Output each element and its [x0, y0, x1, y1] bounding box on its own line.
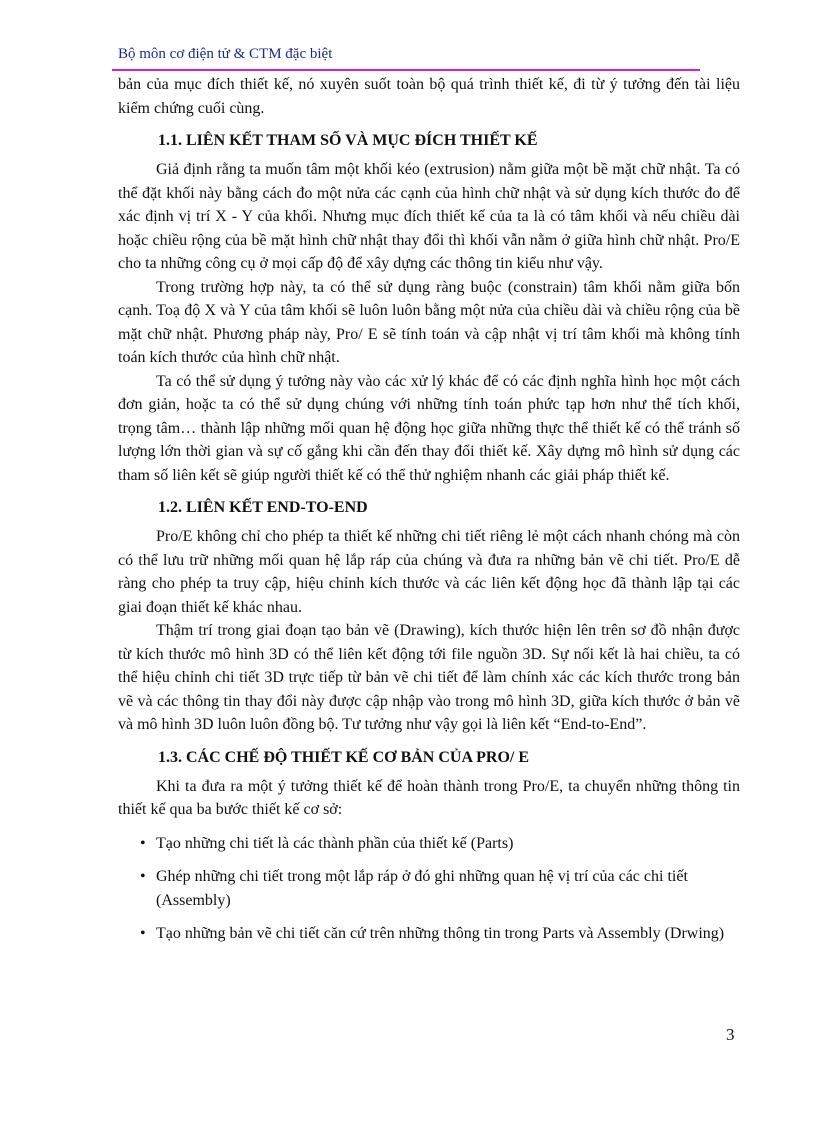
- bullet-list: [118, 832, 740, 946]
- paragraph: Khi ta đưa ra một ý tưởng thiết kế để hoàn thành trong Pro/E, ta chuyển những thông tin thiết kế qua ba bước thiết kế cơ sở:: [118, 777, 740, 818]
- bullet-icon: •: [140, 925, 146, 942]
- page-body: [118, 73, 740, 956]
- paragraph: Pro/E không chỉ cho phép ta thiết kế những chi tiết riêng lẻ một cách nhanh chóng mà còn có thể lưu trữ những mối quan hệ lắp ráp của chúng và đưa ra những bản vẽ chi tiết. Pro/E dễ ràng cho phép ta truy cập, hiệu chỉnh kích thước và các liên kết động học đã thành lập tại các giai đoạn thiết kế khác nhau.: [118, 528, 740, 616]
- bullet-icon: •: [140, 834, 146, 852]
- section-heading: 1.2. LIÊN KẾT END-TO-END: [158, 499, 368, 516]
- section-heading: 1.1. LIÊN KẾT THAM SỐ VÀ MỤC ĐÍCH THIẾT KẾ: [158, 132, 538, 149]
- running-header: Bộ môn cơ điện tử & CTM đặc biệt: [118, 46, 333, 62]
- list-item-text: Tạo những chi tiết là các thành phần của thiết kế (Parts): [156, 834, 514, 852]
- list-item-text: Tạo những bản vẽ chi tiết căn cứ trên những thông tin trong Parts và Assembly (Drwing): [156, 925, 725, 942]
- header-divider: [112, 69, 700, 71]
- intro-paragraph: bản của mục đích thiết kế, nó xuyên suốt toàn bộ quá trình thiết kế, đi từ ý tưởng đến tài liệu kiểm chứng cuối cùng.: [118, 76, 740, 117]
- section-heading: 1.3. CÁC CHẾ ĐỘ THIẾT KẾ CƠ BẢN CỦA PRO/ E: [158, 748, 530, 766]
- page-number: 3: [726, 1025, 735, 1044]
- bullet-icon: •: [140, 868, 146, 885]
- list-item: [118, 832, 740, 856]
- list-item: [118, 865, 740, 912]
- list-item-text: Ghép những chi tiết trong một lắp ráp ở đó ghi những quan hệ vị trí của các chi tiết (Assembly): [156, 868, 688, 909]
- paragraph: Thậm trí trong giai đoạn tạo bản vẽ (Drawing), kích thước hiện lên trên sơ đồ nhận được từ kích thước mô hình 3D có thể liên kết động tới file nguồn 3D. Sự nối kết là hai chiều, ta có thể hiệu chỉnh chi tiết 3D trực tiếp từ bản vẽ chi tiết để làm chính xác các kích thước trong bản vẽ và các thông tin thay đổi này được cập nhập vào trong mô hình 3D, giữa kích thước ở bản vẽ và mô hình 3D luôn luôn đồng bộ. Tư tưởng như vậy gọi là liên kết “End-to-End”.: [118, 622, 740, 733]
- paragraph: Giả định rằng ta muốn tâm một khối kéo (extrusion) nằm giữa một bề mặt chữ nhật. Ta có thể đặt khối này bằng cách đo một nửa các cạnh của hình chữ nhật và sử dụng kích thước đo để xác định vị trí X - Y của khối. Nhưng mục đích thiết kế của ta là có tâm khối và nếu chiều dài hoặc chiều rộng của bề mặt hình chữ nhật thay đổi thì khối vẫn nằm ở giữa hình chữ nhật. Pro/E cho ta những công cụ ở mọi cấp độ để xây dựng các thông tin kiểu như vậy.: [118, 161, 740, 272]
- list-item: [118, 922, 740, 946]
- paragraph: Trong trường hợp này, ta có thể sử dụng ràng buộc (constrain) tâm khối nằm giữa bốn cạnh. Toạ độ X và Y của tâm khối sẽ luôn luôn bằng một nửa của chiều dài và chiều rộng của bề mặt chữ nhật. Phương pháp này, Pro/ E sẽ tính toán và cập nhật vị trí tâm khối mà không tính toán kích thước của hình chữ nhật.: [118, 278, 740, 366]
- paragraph: Ta có thể sử dụng ý tưởng này vào các xử lý khác để có các định nghĩa hình học một cách đơn giản, hoặc ta có thể sử dụng chúng với những tính toán phức tạp hơn như thể tích khối, trọng tâm… thành lập những mối quan hệ động học giữa những thực thể thiết kế có thể tránh số lượng lớn thời gian và sự cố gắng khi cần đến thay đổi thiết kế. Xây dựng mô hình sử dụng các tham số liên kết sẽ giúp người thiết kế có thể thử nghiệm nhanh các giải pháp thiết kế.: [118, 372, 740, 484]
